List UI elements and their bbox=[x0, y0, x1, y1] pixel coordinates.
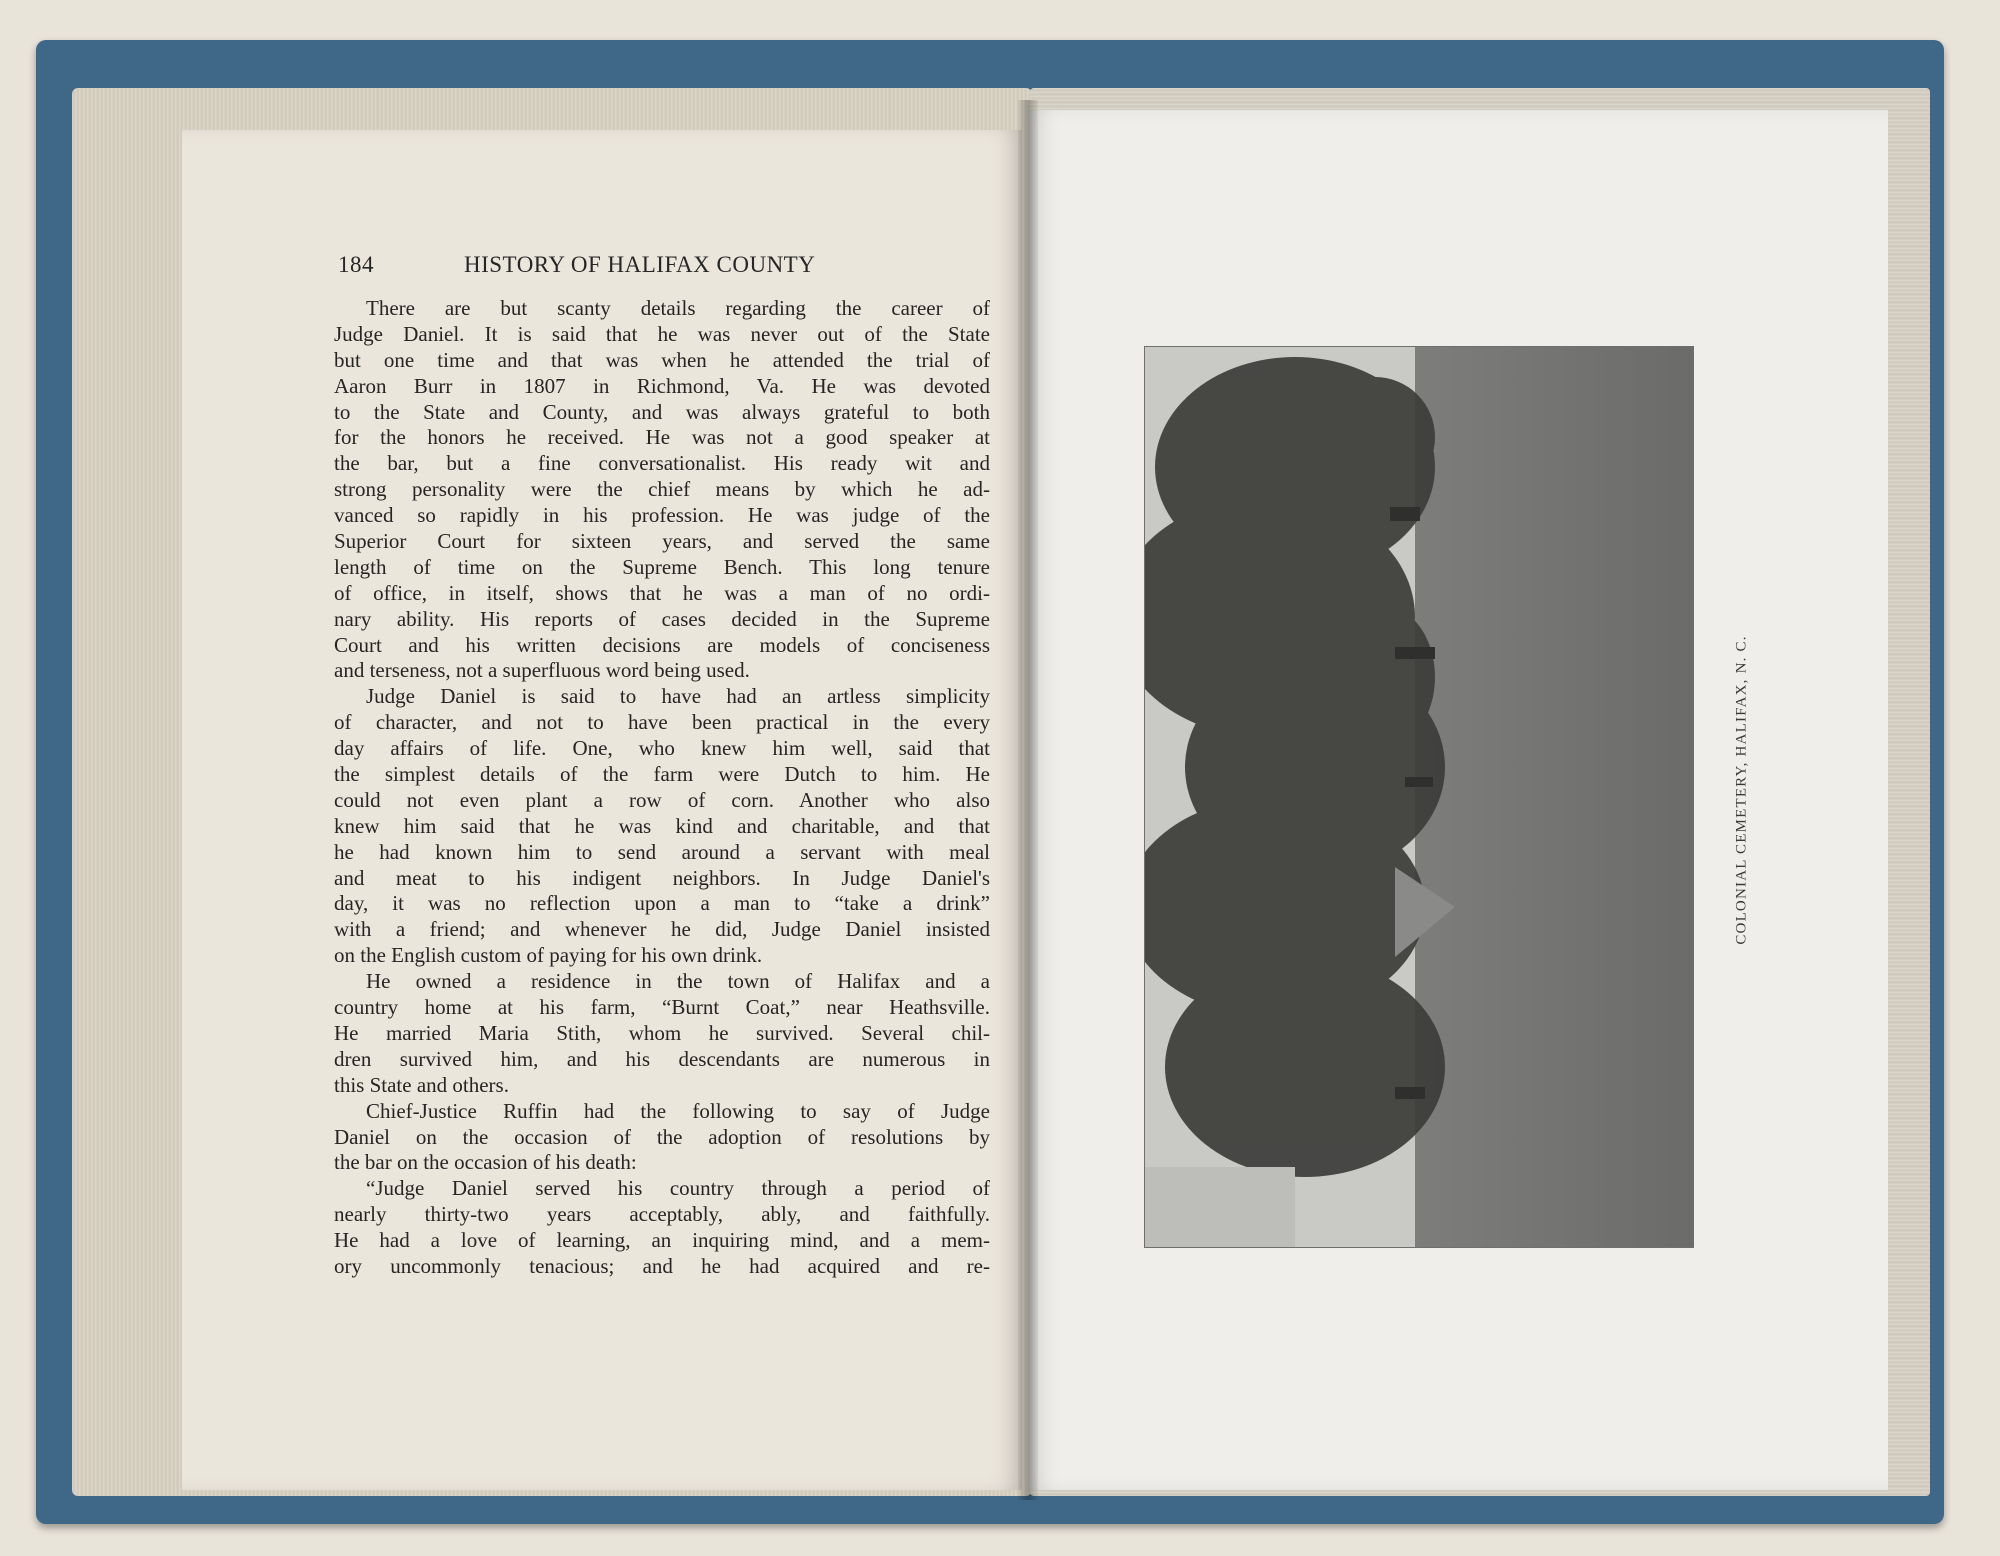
text-line: He married Maria Stith, whom he survived. Several chil- bbox=[334, 1020, 990, 1045]
text-line: Daniel on the occasion of the adoption of resolutions by bbox=[334, 1124, 990, 1149]
text-line: for the honors he received. He was not a good speaker at bbox=[334, 425, 990, 450]
body-text bbox=[334, 296, 990, 1280]
text-line: the bar, but a fine conversationalist. His ready wit and bbox=[334, 451, 990, 476]
text-line: Judge Daniel is said to have had an artless simplicity bbox=[366, 684, 990, 709]
text-line: He owned a residence in the town of Halifax and a bbox=[366, 969, 990, 994]
text-line: day, it was no reflection upon a man to “take a drink” bbox=[334, 891, 990, 916]
text-line: country home at his farm, “Burnt Coat,” near Heathsville. bbox=[334, 995, 990, 1020]
text-line: Superior Court for sixteen years, and served the same bbox=[334, 529, 990, 554]
cemetery-photograph bbox=[1144, 346, 1694, 1248]
text-line: this State and others. bbox=[334, 1072, 509, 1097]
text-line: could not even plant a row of corn. Another who also bbox=[334, 787, 990, 812]
page-number: 184 bbox=[338, 252, 374, 277]
running-title: HISTORY OF HALIFAX COUNTY bbox=[464, 252, 816, 277]
text-line: of character, and not to have been practical in the every bbox=[334, 710, 990, 735]
photo-illustration bbox=[1145, 347, 1693, 1247]
text-line: nearly thirty-two years acceptably, ably, and faithfully. bbox=[334, 1202, 990, 1227]
text-line: vanced so rapidly in his profession. He was judge of the bbox=[334, 503, 990, 528]
caption-text: COLONIAL CEMETERY, HALIFAX, N. C. bbox=[1733, 635, 1750, 945]
text-line: day affairs of life. One, who knew him well, said that bbox=[334, 736, 990, 761]
text-line: Court and his written decisions are models of conciseness bbox=[334, 632, 990, 657]
text-line: to the State and County, and was always grateful to both bbox=[334, 399, 990, 424]
photo-caption bbox=[1728, 600, 1756, 980]
book-gutter bbox=[1018, 100, 1038, 1500]
text-line: and meat to his indigent neighbors. In Judge Daniel's bbox=[334, 865, 990, 890]
text-line: Chief-Justice Ruffin had the following to say of Judge bbox=[366, 1098, 990, 1123]
text-line: the simplest details of the farm were Dutch to him. He bbox=[334, 762, 990, 787]
text-line: and terseness, not a superfluous word being used. bbox=[334, 658, 750, 683]
text-line: length of time on the Supreme Bench. This long tenure bbox=[334, 554, 990, 579]
text-line: strong personality were the chief means by which he ad- bbox=[334, 477, 990, 502]
text-line: “Judge Daniel served his country through a period of bbox=[366, 1176, 990, 1201]
text-line: He had a love of learning, an inquiring mind, and a mem- bbox=[334, 1228, 990, 1253]
text-line: but one time and that was when he attended the trial of bbox=[334, 347, 990, 372]
text-line: of office, in itself, shows that he was a man of no ordi- bbox=[334, 580, 990, 605]
running-head bbox=[338, 252, 998, 288]
text-line: the bar on the occasion of his death: bbox=[334, 1150, 637, 1175]
text-line: dren survived him, and his descendants are numerous in bbox=[334, 1046, 990, 1071]
text-line: There are but scanty details regarding the career of bbox=[366, 296, 990, 320]
text-line: Judge Daniel. It is said that he was never out of the State bbox=[334, 321, 990, 346]
text-line: on the English custom of paying for his own drink. bbox=[334, 943, 763, 968]
text-line: nary ability. His reports of cases decided in the Supreme bbox=[334, 606, 990, 631]
text-line: he had known him to send around a servant with meal bbox=[334, 839, 990, 864]
text-line: with a friend; and whenever he did, Judge Daniel insisted bbox=[334, 917, 990, 942]
text-line: Aaron Burr in 1807 in Richmond, Va. He was devoted bbox=[334, 373, 990, 398]
text-line: ory uncommonly tenacious; and he had acquired and re- bbox=[334, 1253, 990, 1278]
text-line: knew him said that he was kind and charitable, and that bbox=[334, 813, 990, 838]
